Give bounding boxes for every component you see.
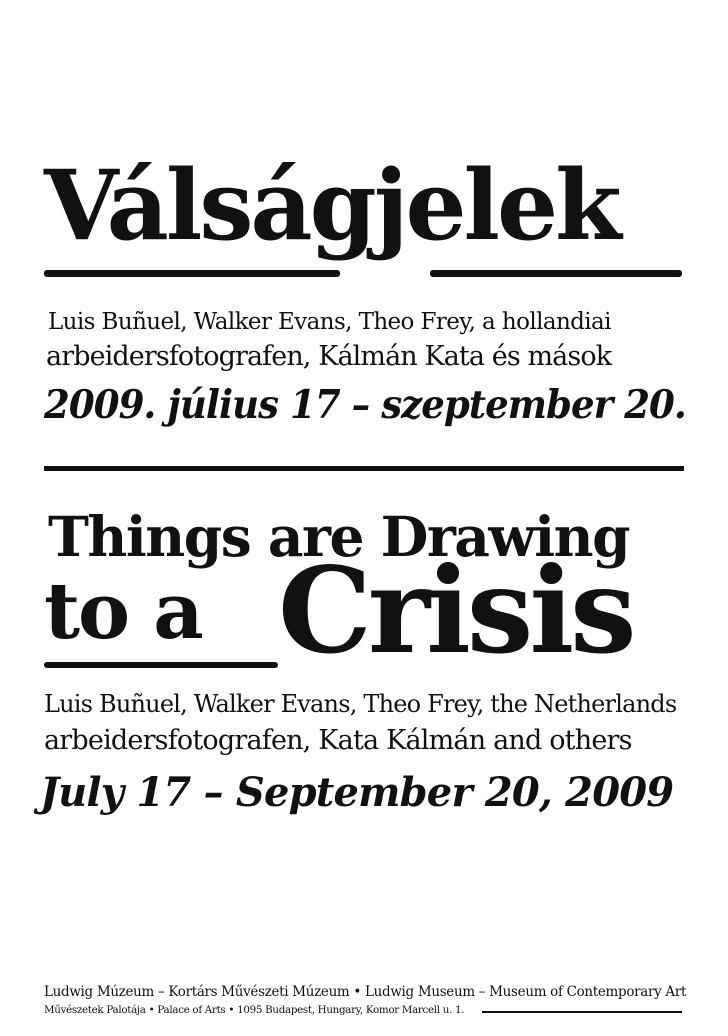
title-underline-right (430, 270, 682, 277)
footer-address: Művészetek Palotája • Palace of Arts • 1095 Budapest, Hungary, Komor Marcell u. 1. (44, 1004, 465, 1016)
footer-institutions: Ludwig Múzeum – Kortárs Művészeti Múzeum • Ludwig Museum – Museum of Contemporary Art (44, 984, 687, 1000)
footer-rule (482, 1011, 682, 1013)
english-artists-line-2: arbeidersfotografen, Kata Kálmán and others (44, 725, 632, 756)
hungarian-artists-line-1: Luis Buñuel, Walker Evans, Theo Frey, a hollandiai (48, 309, 611, 335)
section-divider (44, 466, 684, 471)
to-a-underline (44, 662, 278, 668)
english-artists-line-1: Luis Buñuel, Walker Evans, Theo Frey, the Netherlands (44, 690, 677, 718)
title-underline-left (44, 270, 340, 277)
english-title-line-2-small: to a (44, 566, 202, 657)
hungarian-title: Válságjelek (44, 149, 619, 262)
english-dates: July 17 – September 20, 2009 (40, 769, 674, 816)
english-title-line-2-large: Crisis (278, 541, 633, 680)
english-title-line-1: Things are Drawing (48, 504, 630, 569)
hungarian-artists-line-2: arbeidersfotografen, Kálmán Kata és mások (46, 341, 612, 372)
hungarian-dates: 2009. július 17 – szeptember 20. (44, 382, 686, 428)
